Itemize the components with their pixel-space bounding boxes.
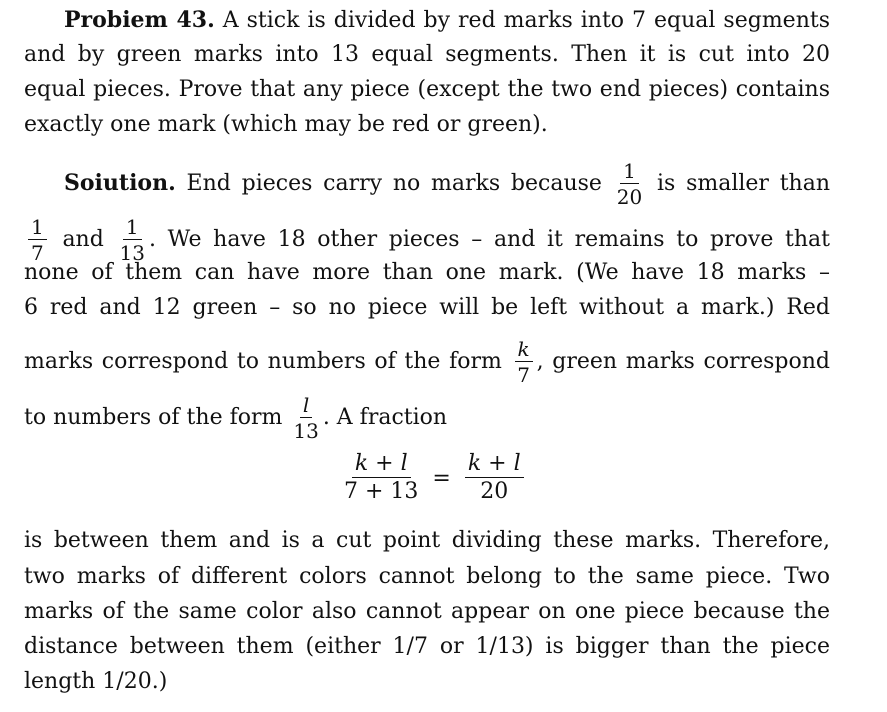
solution-line-2 [24, 216, 830, 264]
solution-text-1: End pieces carry no marks because [186, 171, 602, 196]
display-equation [340, 452, 528, 504]
fraction-denominator: 13 [293, 419, 319, 443]
solution-tail-line-3: marks of the same color also cannot appear on one piece because the [24, 599, 830, 624]
solution-and: and [62, 227, 104, 252]
fraction-numerator: 1 [123, 216, 142, 240]
problem-line-2: and by green marks into 13 equal segments. Then it is cut into 20 [24, 42, 830, 67]
fraction-denominator: 7 [517, 363, 530, 387]
problem-line-4: exactly one mark (which may be red or green). [24, 112, 548, 137]
fraction-1-20 [617, 160, 642, 208]
solution-text-2-tail: . We have 18 other pieces – and it remains to prove that [148, 227, 831, 252]
solution-tail-line-5: length 1/20.) [24, 669, 168, 694]
fraction-l-13 [293, 394, 318, 442]
fraction-numerator: 1 [28, 216, 47, 240]
problem-text-1: A stick is divided by red marks into 7 equal segments [222, 8, 831, 33]
solution-line-5 [24, 338, 830, 386]
solution-line-4: 6 red and 12 green – so no piece will be left without a mark.) Red [24, 295, 830, 320]
fraction-k-7 [515, 338, 533, 386]
fraction-left [344, 452, 418, 504]
equals-sign: = [432, 465, 451, 491]
fraction-denominator: 13 [119, 241, 145, 265]
fraction-right [465, 452, 524, 504]
solution-text-6-tail: . A fraction [322, 405, 448, 430]
problem-line-1 [64, 6, 830, 35]
fraction-denominator: 7 [31, 241, 44, 265]
fraction-denominator: 20 [616, 185, 643, 209]
problem-label: Probiem 43. [64, 7, 215, 33]
fraction-numerator: 1 [620, 160, 639, 184]
solution-text-1-tail: is smaller than [656, 171, 831, 196]
solution-tail-line-1: is between them and is a cut point dividing these marks. Therefore, [24, 528, 830, 553]
solution-tail-line-2: two marks of different colors cannot belong to the same piece. Two [24, 564, 830, 589]
fraction-numerator: k + l [465, 452, 524, 478]
solution-line-6 [24, 394, 830, 442]
solution-line-1 [64, 160, 830, 208]
fraction-denominator: 20 [480, 479, 509, 505]
solution-tail-line-4: distance between them (either 1/7 or 1/13) is bigger than the piece [24, 634, 830, 659]
solution-text-6: to numbers of the form [24, 405, 283, 430]
fraction-1-7 [28, 216, 47, 264]
problem-line-3: equal pieces. Prove that any piece (except the two end pieces) contains [24, 77, 830, 102]
solution-text-5: marks correspond to numbers of the form [24, 349, 502, 374]
fraction-numerator: k [515, 338, 533, 362]
solution-line-3: none of them can have more than one mark. (We have 18 marks – [24, 260, 830, 285]
fraction-numerator: l [300, 394, 312, 418]
fraction-1-13 [120, 216, 145, 264]
fraction-denominator: 7 + 13 [344, 479, 419, 505]
solution-label: Soiution. [64, 170, 176, 196]
solution-text-5-tail: , green marks correspond [536, 349, 830, 374]
fraction-numerator: k + l [352, 452, 411, 478]
